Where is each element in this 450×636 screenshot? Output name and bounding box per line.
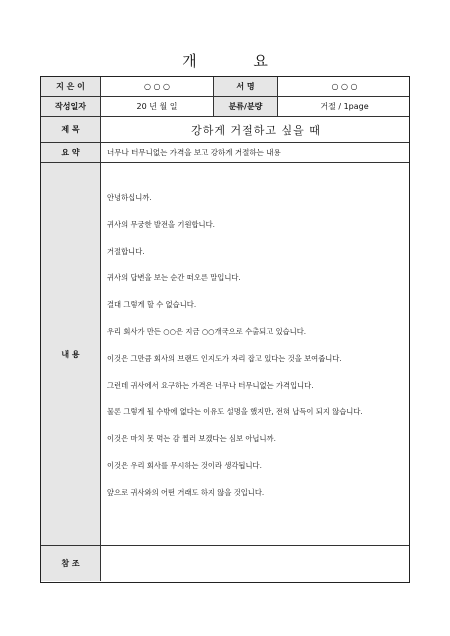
document-title: 개 요	[182, 52, 294, 70]
summary-value: 너무나 터무니없는 가격을 보고 강하게 거절하는 내용	[107, 148, 281, 157]
content-paragraph: 결대 그렇게 할 수 없습니다.	[107, 300, 197, 310]
content-paragraph: 거절합니다.	[107, 246, 145, 256]
summary-row	[41, 143, 409, 163]
content-paragraph: 이것은 마치 못 먹는 감 찔러 보겠다는 심보 아닙니까.	[107, 434, 276, 444]
date-row	[41, 97, 409, 117]
content-paragraph: 그런데 귀사에서 요구하는 가격은 너무나 터무니없는 가격입니다.	[107, 380, 314, 390]
reference-value	[101, 546, 411, 581]
content-paragraph: 우리 회사가 만든 ○○은 지금 ○○개국으로 수출되고 있습니다.	[107, 326, 307, 336]
signature-label: 서 명	[214, 77, 278, 96]
content-paragraph: 물론 그렇게 될 수밖에 없다는 이유도 설명을 했지만, 전혀 납득이 되지 않습니다.	[107, 407, 363, 417]
summary-form-table	[40, 76, 410, 583]
content-paragraph: 귀사의 무궁한 발전을 기원합니다.	[107, 219, 215, 229]
content-paragraph: 귀사의 답변을 보는 순간 떠오른 말입니다.	[107, 273, 241, 283]
content-paragraph: 이것은 그만큼 회사의 브랜드 인지도가 자리 잡고 있다는 것을 보여줍니다.	[107, 353, 342, 363]
content-area	[101, 163, 411, 545]
subject-label: 제 목	[41, 117, 101, 142]
date-label: 작성일자	[41, 97, 101, 116]
content-paragraph: 안녕하십니까.	[107, 193, 152, 202]
category-value: 거절 / 1page	[320, 102, 369, 111]
author-label: 지 은 이	[41, 77, 101, 96]
content-label: 내 용	[41, 163, 101, 545]
category-label: 분류/분량	[214, 97, 278, 116]
reference-row	[41, 546, 409, 581]
signature-value: ○ ○ ○	[331, 82, 358, 91]
reference-label: 참 조	[41, 546, 101, 581]
summary-label: 요 약	[41, 143, 101, 162]
subject-value: 강하게 거절하고 싶을 때	[191, 123, 321, 137]
author-row	[41, 77, 409, 97]
author-value: ○ ○ ○	[101, 77, 214, 96]
date-value: 20 년 월 일	[101, 97, 214, 116]
content-row	[41, 163, 409, 546]
subject-row	[41, 117, 409, 143]
content-paragraph: 이것은 우리 회사를 무시하는 것이라 생각됩니다.	[107, 460, 262, 470]
content-paragraphs	[107, 193, 403, 515]
content-paragraph: 앞으로 귀사와의 어떤 거래도 하지 않을 것입니다.	[107, 487, 265, 497]
